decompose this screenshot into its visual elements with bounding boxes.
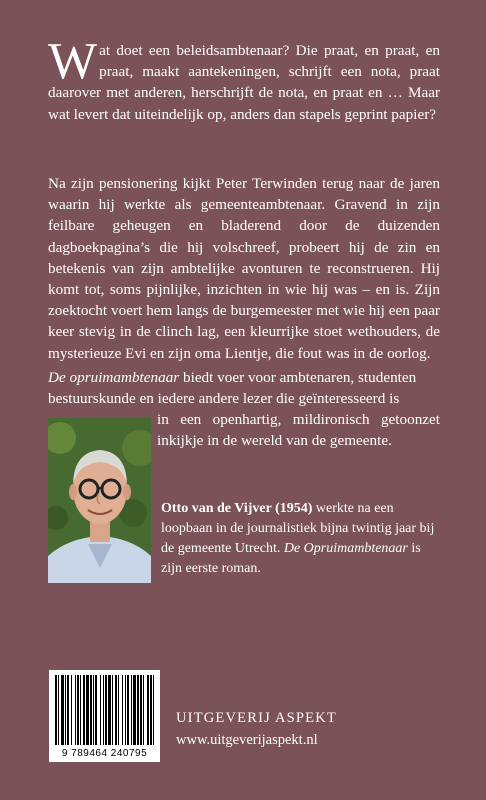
- barcode-bar: [67, 675, 69, 745]
- barcode-bar: [93, 675, 94, 745]
- barcode-bar: [83, 675, 85, 745]
- barcode-bar: [90, 675, 92, 745]
- barcode-bar: [108, 675, 111, 745]
- blurb-paragraph-3-line-1: biedt voer voor ambtenaren, studenten: [179, 369, 417, 386]
- barcode-bar: [137, 675, 139, 745]
- blurb-paragraph-3-line-2: bestuurskunde en iedere andere lezer die geïnteresseerd is: [48, 390, 400, 408]
- author-bio-book-title: De Opruimambtenaar: [283, 541, 408, 556]
- drop-cap: W: [48, 33, 98, 90]
- barcode-bar: [127, 675, 129, 745]
- barcode-bar: [65, 675, 66, 745]
- barcode-bar: [118, 675, 119, 745]
- publisher-website: www.uitgeverijaspekt.nl: [176, 732, 318, 748]
- barcode-bar: [150, 675, 152, 745]
- barcode-bar: [86, 675, 89, 745]
- barcode-bar: [103, 675, 104, 745]
- publisher-name: UITGEVERIJ ASPEKT: [176, 710, 337, 726]
- barcode-bar: [80, 675, 81, 745]
- barcode-bar: [55, 675, 57, 745]
- blurb-paragraph-3-continuation: in een openhartig, mildironisch getoonzet inkijkje in de wereld van de gemeente.: [157, 411, 440, 450]
- author-bio-text-b: is zijn eerste roman.: [161, 541, 421, 576]
- author-bio-text-a: werkte na een loopbaan in de journalistiek bijna twintig jaar bij de gemeente Utrecht.: [161, 501, 435, 556]
- author-portrait-illustration: [48, 418, 151, 583]
- barcode: [49, 670, 160, 762]
- barcode-bar: [71, 675, 72, 745]
- barcode-bar: [133, 675, 136, 745]
- barcode-bar: [58, 675, 59, 745]
- barcode-bar: [125, 675, 126, 745]
- barcode-bar: [143, 675, 144, 745]
- book-title-italic: De opruimambtenaar: [48, 369, 180, 386]
- blurb-paragraph-1-text: at doet een beleidsambtenaar? Die praat, en praat, en praat, maakt aantekeningen, schrijft een nota, praat daarover met anderen, herschrijft de nota, en praat en … Maar wat levert dat uiteindelijk op, anders dan stapels geprint papier?: [48, 42, 440, 123]
- isbn-number: 9 789464 240795: [61, 748, 148, 759]
- author-photo: [48, 418, 151, 583]
- barcode-bar: [140, 675, 142, 745]
- barcode-bar: [112, 675, 113, 745]
- barcode-bar: [153, 675, 154, 745]
- barcode-bar: [95, 675, 97, 745]
- author-name: Otto van de Vijver (1954): [161, 501, 313, 516]
- barcode-bar: [105, 675, 107, 745]
- blurb-paragraph-1: [48, 33, 440, 125]
- author-bio: [161, 499, 443, 579]
- blurb-paragraph-2: Na zijn pensionering kijkt Peter Terwinden terug naar de jaren waarin hij werkte als gemeenteambtenaar. Gravend in zijn feilbare geheugen en bladerend door de duizenden dagboekpagina’s die hij volschreef, probeert hij de zin en betekenis van zijn ambtelijke avonturen te reconstrueren. Hij komt tot, soms pijnlijke, inzichten in wie hij was – en is. Zijn zoektocht voert hem langs de burgemeester met wie hij een paar keer stevig in de clinch lag, een kleurrijke stoet wethouders, de mysterieuze Evi en zijn oma Lientje, die fout was in de oorlog.: [48, 175, 440, 362]
- barcode-bar: [100, 675, 101, 745]
- barcode-bars: [49, 670, 160, 748]
- barcode-bar: [75, 675, 76, 745]
- blurb-paragraph-3: [48, 367, 440, 409]
- barcode-bar: [61, 675, 64, 745]
- barcode-bar: [147, 675, 149, 745]
- barcode-bar: [131, 675, 132, 745]
- barcode-bar: [115, 675, 117, 745]
- barcode-bar: [77, 675, 79, 745]
- barcode-bar: [122, 675, 123, 745]
